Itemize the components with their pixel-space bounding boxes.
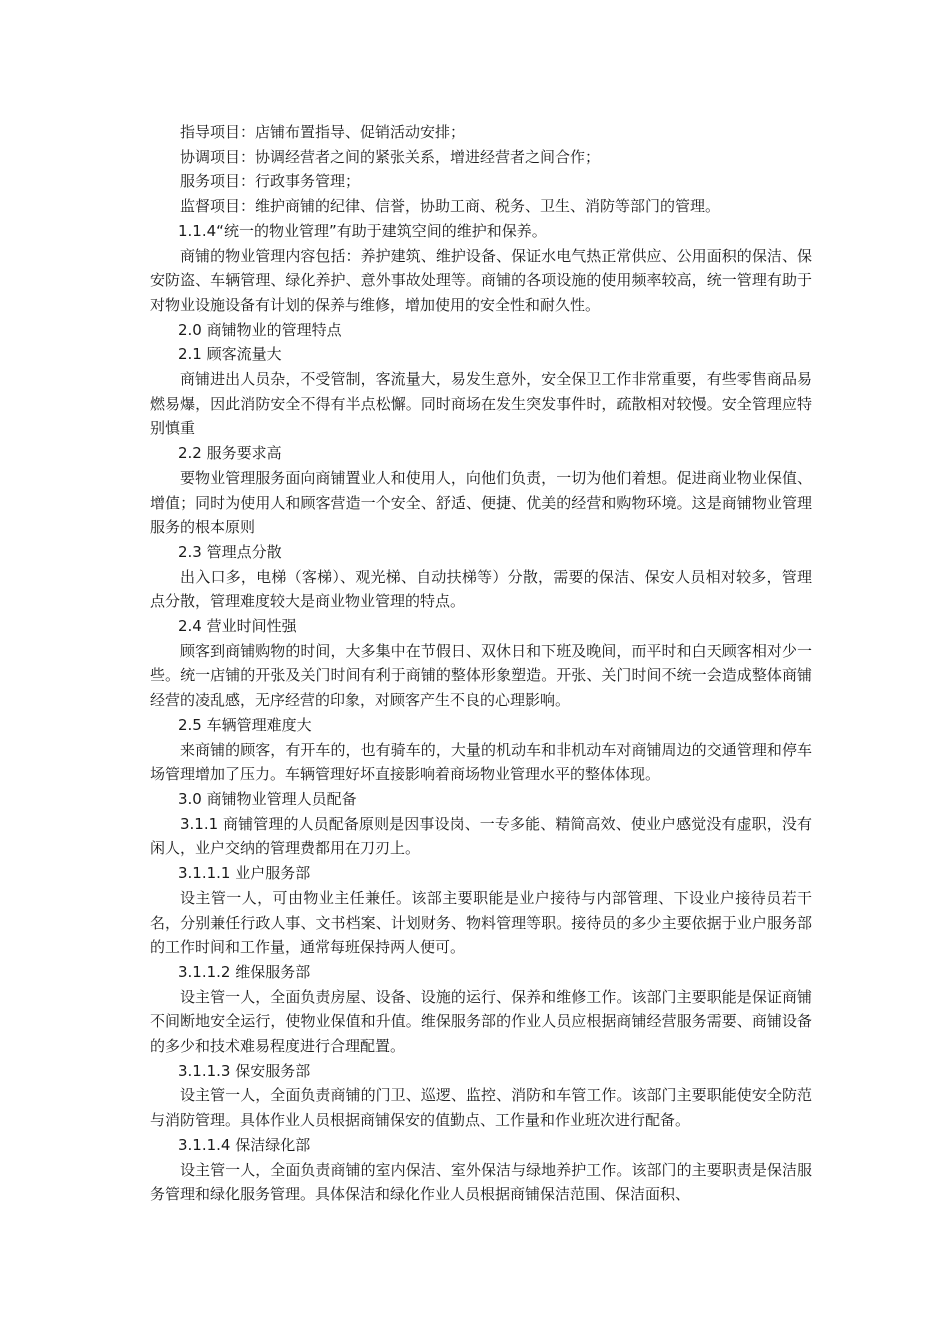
paragraph: 商铺的物业管理内容包括：养护建筑、维护设备、保证水电气热正常供应、公用面积的保洁、保安防盗、车辆管理、绿化养护、意外事故处理等。商铺的各项设施的使用频率较高，统一管理有助于对物业设施设备有计划的保养与维修，增加使用的安全性和耐久性。 [150, 246, 812, 314]
paragraph: 顾客到商铺购物的时间，大多集中在节假日、双休日和下班及晚间，而平时和白天顾客相对少一些。统一店铺的开张及关门时间有利于商铺的整体形象塑造。开张、关门时间不统一会造成整体商铺经营的凌乱感，无序经营的印象，对顾客产生不良的心理影响。 [150, 641, 812, 710]
paragraph: 出入口多，电梯（客梯）、观光梯、自动扶梯等）分散，需要的保洁、保安人员相对较多，管理点分散，管理难度较大是商业物业管理的特点。 [150, 567, 812, 611]
section-heading: 3.1.1.2 维保服务部 [178, 962, 311, 981]
section-heading: 3.1.1.3 保安服务部 [178, 1061, 311, 1080]
paragraph: 设主管一人，可由物业主任兼任。该部主要职能是业户接待与内部管理、下设业户接待员若干名，分别兼任行政人事、文书档案、计划财务、物料管理等职。接待员的多少主要依据于业户服务部的工作时间和工作量，通常每班保持两人便可。 [150, 888, 812, 957]
paragraph: 设主管一人，全面负责房屋、设备、设施的运行、保养和维修工作。该部门主要职能是保证商铺不间断地安全运行，使物业保值和升值。维保服务部的作业人员应根据商铺经营服务需要、商铺设备的多少和技术难易程度进行合理配置。 [150, 987, 812, 1056]
section-heading: 2.1 顾客流量大 [178, 345, 282, 364]
section-heading: 2.4 营业时间性强 [178, 617, 297, 636]
paragraph: 要物业管理服务面向商铺置业人和使用人，向他们负责，一切为他们着想。促进商业物业保值、增值；同时为使用人和顾客营造一个安全、舒适、便捷、优美的经营和购物环境。这是商铺物业管理服务的根本原则 [150, 468, 812, 537]
section-heading: 2.0 商铺物业的管理特点 [178, 320, 342, 339]
paragraph: 服务项目：行政事务管理； [180, 172, 361, 191]
section-heading: 2.3 管理点分散 [178, 542, 282, 561]
paragraph: 指导项目：店铺布置指导、促销活动安排； [180, 123, 466, 141]
paragraph: 来商铺的顾客，有开车的，也有骑车的，大量的机动车和非机动车对商铺周边的交通管理和停车场管理增加了压力。车辆管理好坏直接影响着商场物业管理水平的整体体现。 [150, 740, 812, 784]
section-heading: 2.5 车辆管理难度大 [178, 715, 312, 734]
paragraph: 监督项目：维护商铺的纪律、信誉，协助工商、税务、卫生、消防等部门的管理。 [180, 197, 721, 216]
section-heading: 2.2 服务要求高 [178, 444, 282, 463]
section-heading: 3.1.1.1 业户服务部 [178, 864, 311, 883]
section-heading: 3.1.1.4 保洁绿化部 [178, 1135, 311, 1154]
paragraph: 设主管一人，全面负责商铺的室内保洁、室外保洁与绿地养护工作。该部门的主要职责是保洁服务管理和绿化服务管理。具体保洁和绿化作业人员根据商铺保洁范围、保洁面积、 [150, 1160, 812, 1204]
section-heading: 1.1.4“统一的物业管理”有助于建筑空间的维护和保养。 [178, 221, 547, 240]
paragraph: 3.1.1 商铺管理的人员配备原则是因事设岗、一专多能、精简高效、使业户感觉没有虚职，没有闲人，业户交纳的管理费都用在刀刃上。 [150, 814, 812, 858]
paragraph: 商铺进出人员杂，不受管制，客流量大，易发生意外，安全保卫工作非常重要，有些零售商品易燃易爆，因此消防安全不得有半点松懈。同时商场在发生突发事件时，疏散相对较慢。安全管理应特别慎重 [150, 370, 812, 438]
section-heading: 3.0 商铺物业管理人员配备 [178, 789, 357, 808]
paragraph: 协调项目：协调经营者之间的紧张关系，增进经营者之间合作； [180, 147, 601, 166]
document-body [150, 120, 812, 1207]
paragraph: 设主管一人，全面负责商铺的门卫、巡逻、监控、消防和车管工作。该部门主要职能使安全防范与消防管理。具体作业人员根据商铺保安的值勤点、工作量和作业班次进行配备。 [150, 1086, 812, 1130]
